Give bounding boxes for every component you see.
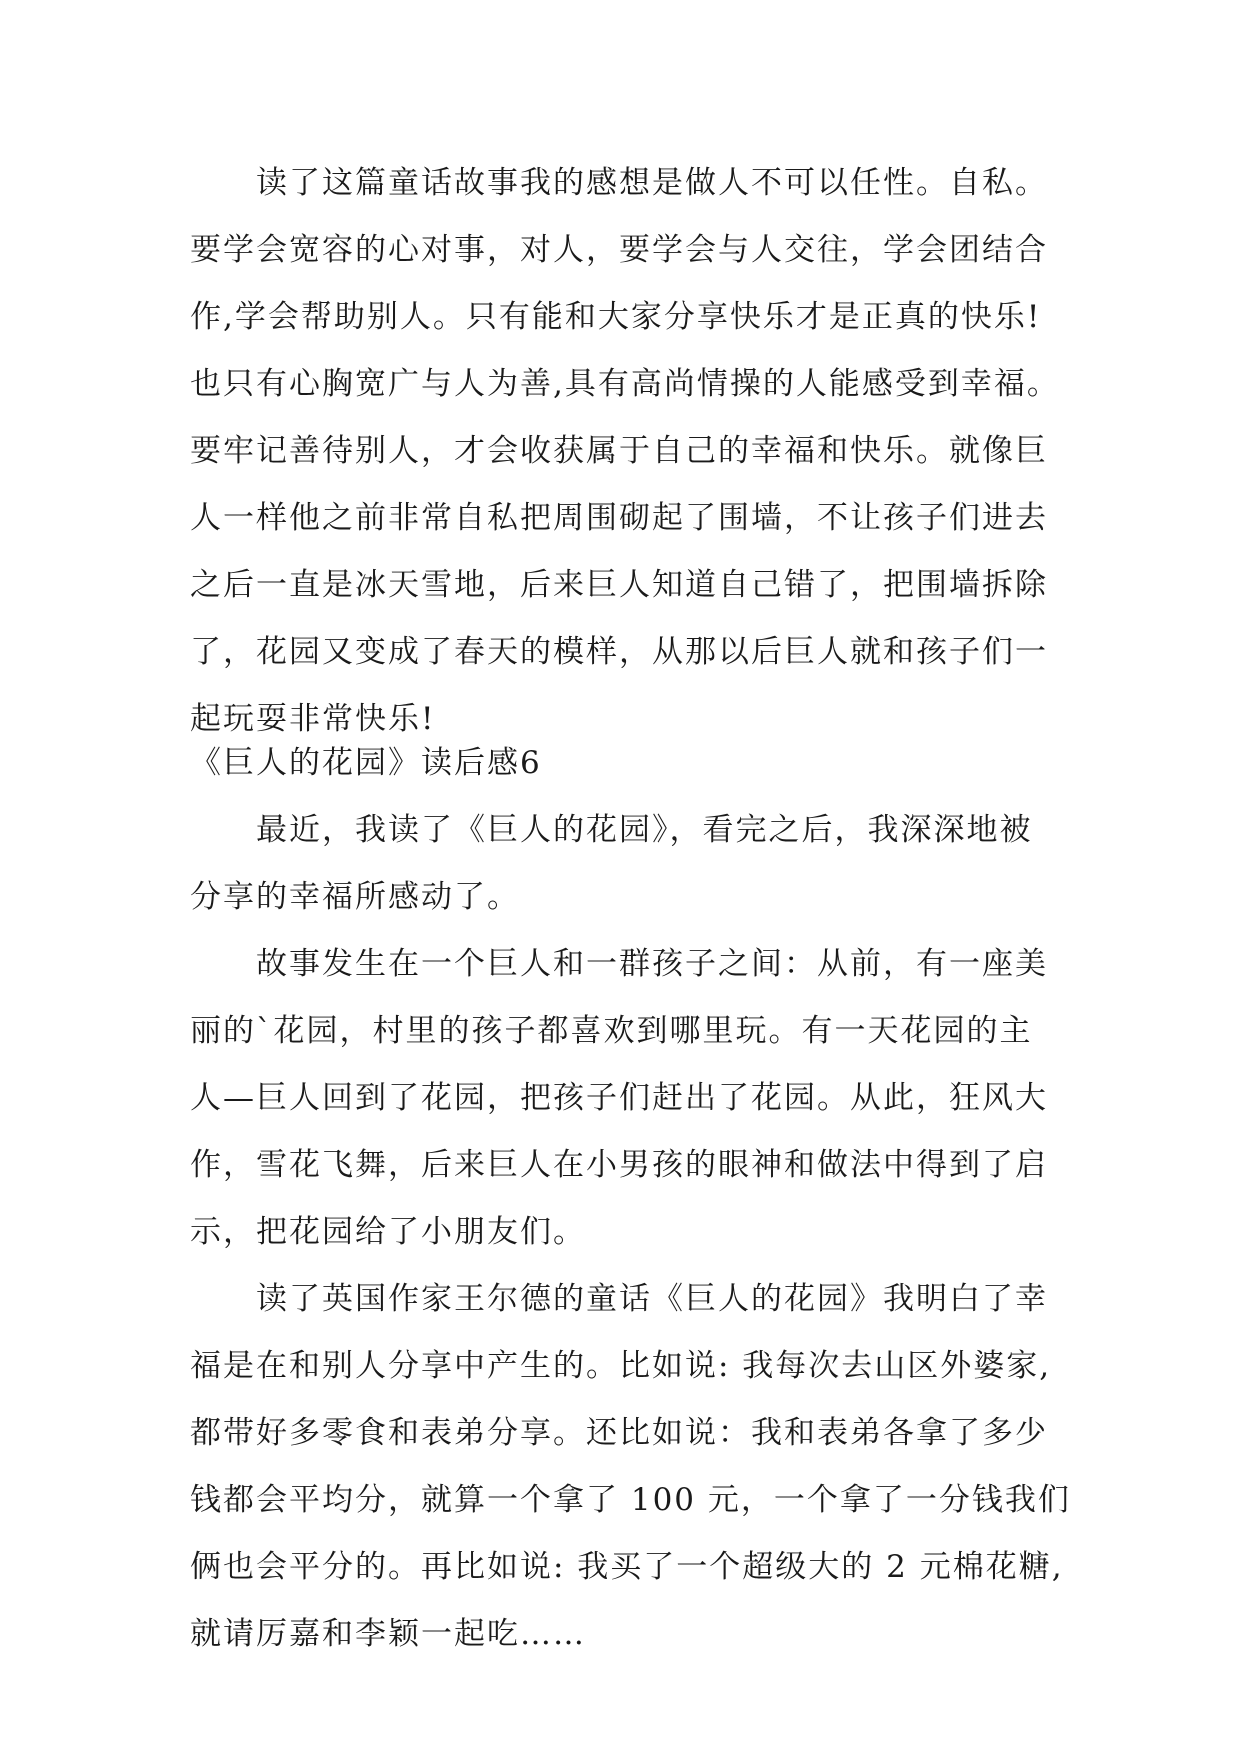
text-line: 读了英国作家王尔德的童话《巨人的花园》我明白了幸 — [256, 1281, 1048, 1317]
text-line: 作，雪花飞舞，后来巨人在小男孩的眼神和做法中得到了启 — [190, 1147, 1048, 1183]
section-heading: 《巨人的花园》读后感6 — [190, 745, 542, 781]
text-line: 示，把花园给了小朋友们。 — [190, 1214, 586, 1250]
text-line: 故事发生在一个巨人和一群孩子之间：从前，有一座美 — [256, 946, 1048, 982]
text-line: 最近，我读了《巨人的花园》，看完之后，我深深地被 — [256, 812, 1033, 848]
text-line: 就请厉嘉和李颖一起吃…… — [190, 1616, 586, 1652]
text-line: 分享的幸福所感动了。 — [190, 879, 520, 915]
text-line: 要牢记善待别人，才会收获属于自己的幸福和快乐。就像巨 — [190, 433, 1048, 469]
text-line: 都带好多零食和表弟分享。还比如说：我和表弟各拿了多少 — [190, 1415, 1048, 1451]
text-line: 丽的`花园，村里的孩子都喜欢到哪里玩。有一天花园的主 — [190, 1013, 1033, 1049]
text-line: 俩也会平分的。再比如说: 我买了一个超级大的 2 元棉花糖, — [190, 1549, 1064, 1585]
section-2 — [190, 730, 1080, 1668]
text-line: 作,学会帮助别人。只有能和大家分享快乐才是正真的快乐! — [190, 299, 1042, 335]
text-line: 福是在和别人分享中产生的。比如说: 我每次去山区外婆家, — [190, 1348, 1052, 1384]
section-1-paragraph — [190, 150, 1080, 753]
text-line: 人一样他之前非常自私把周围砌起了围墙，不让孩子们进去 — [190, 500, 1048, 536]
text-line: 之后一直是冰天雪地，后来巨人知道自己错了，把围墙拆除 — [190, 567, 1048, 603]
text-line: 了，花园又变成了春天的模样，从那以后巨人就和孩子们一 — [190, 634, 1048, 670]
text-line: 钱都会平均分，就算一个拿了 100 元，一个拿了一分钱我们 — [190, 1482, 1071, 1518]
text-line: 人—巨人回到了花园，把孩子们赶出了花园。从此，狂风大 — [190, 1080, 1048, 1116]
text-line: 也只有心胸宽广与人为善,具有高尚情操的人能感受到幸福。 — [190, 366, 1060, 402]
text-line: 要学会宽容的心对事，对人，要学会与人交往，学会团结合 — [190, 232, 1048, 268]
text-line: 起玩耍非常快乐! — [190, 701, 436, 737]
text-line: 读了这篇童话故事我的感想是做人不可以任性。自私。 — [256, 165, 1048, 201]
